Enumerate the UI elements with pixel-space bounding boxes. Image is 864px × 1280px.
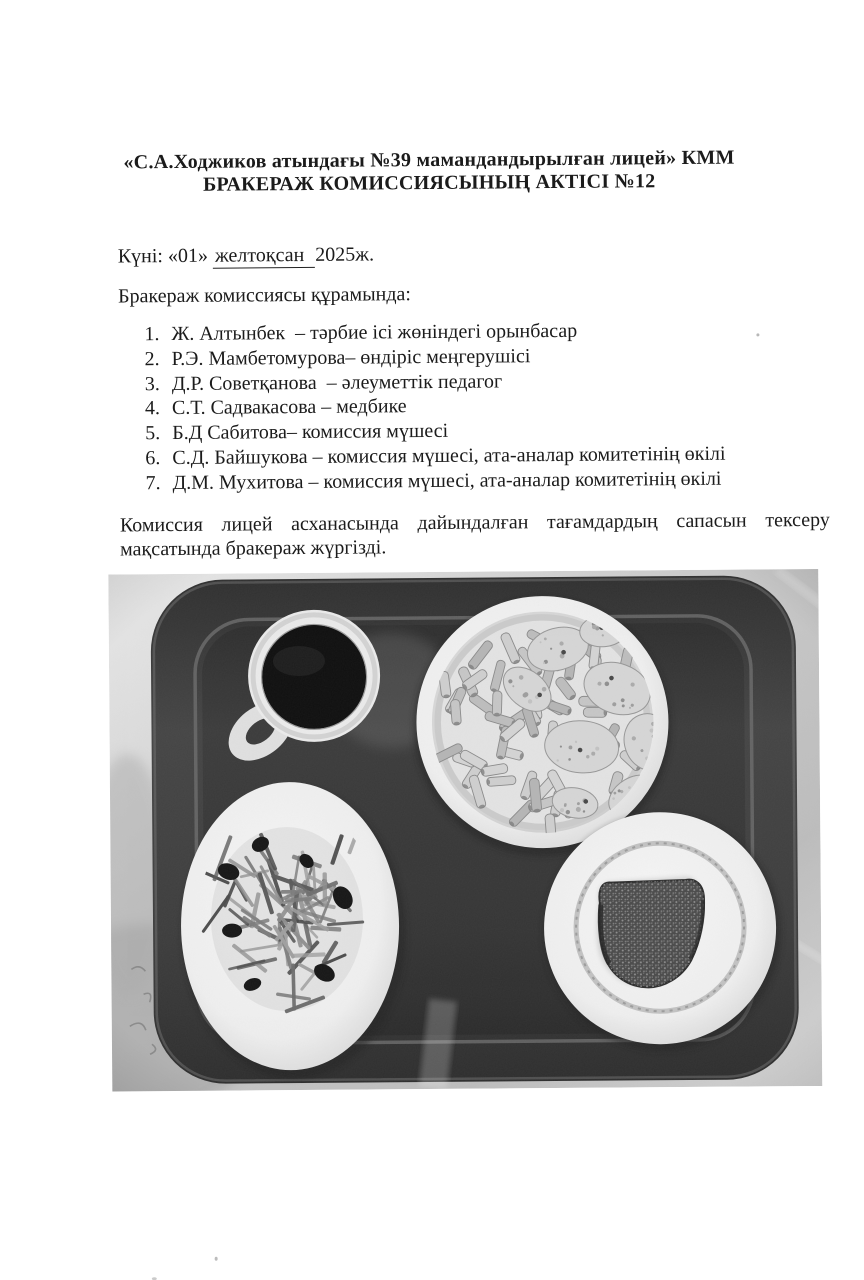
member-number: 6.: [145, 447, 161, 470]
document-title: [0, 146, 861, 199]
date-line: [118, 240, 828, 269]
conclusion-paragraph: [120, 507, 830, 561]
member-text: Д.М. Мухитова – комиссия мүшесі, ата-аналар комитетінің өкілі: [172, 467, 722, 494]
member-number: 1.: [144, 323, 160, 346]
photo-vignette: [108, 569, 822, 1092]
member-text: Б.Д Сабитова– комиссия мүшесі: [172, 420, 449, 445]
members-list: [118, 317, 829, 496]
act-title: БРАКЕРАЖ КОМИССИЯСЫНЫҢ АКТІСІ №12: [202, 170, 656, 196]
composition-heading: Бракераж комиссиясы құрамында:: [118, 283, 411, 308]
member-text: С.Т. Садвакасова – медбике: [171, 395, 407, 420]
date-month-underlined: желтоқсан: [213, 244, 315, 269]
date-year: 2025ж.: [315, 243, 375, 266]
document-body: [118, 240, 830, 561]
scan-speck: [215, 1257, 218, 1261]
member-text: С.Д. Байшукова – комиссия мүшесі, ата-аналар комитетінің өкілі: [172, 442, 726, 470]
org-title: «С.А.Ходжиков атындағы №39 мамандандырылған лицей» КММ: [123, 146, 735, 174]
member-row: [119, 466, 829, 496]
scan-speck: [756, 333, 759, 336]
member-number: 7.: [145, 471, 161, 495]
member-text: Д.Р. Советқанова – әлеуметтік педагог: [171, 370, 503, 395]
member-number: 4.: [144, 397, 161, 420]
conclusion-line: мақсатында бракераж жүргізді.: [119, 535, 387, 561]
conclusion-line: Комиссия лицей асханасында дайындалған тағамдардың сапасын тексеру: [119, 508, 830, 537]
member-number: 3.: [144, 372, 160, 395]
member-number: 5.: [145, 422, 161, 445]
date-prefix: Күні: «01»: [117, 244, 214, 268]
member-text: Р.Э. Мамбетомурова– өндіріс меңгерушісі: [171, 345, 531, 370]
member-number: 2.: [144, 347, 160, 371]
member-text: Ж. Алтынбек – тәрбие ісі жөніндегі орынбасар: [171, 319, 578, 346]
meal-tray-photo: [108, 569, 822, 1092]
